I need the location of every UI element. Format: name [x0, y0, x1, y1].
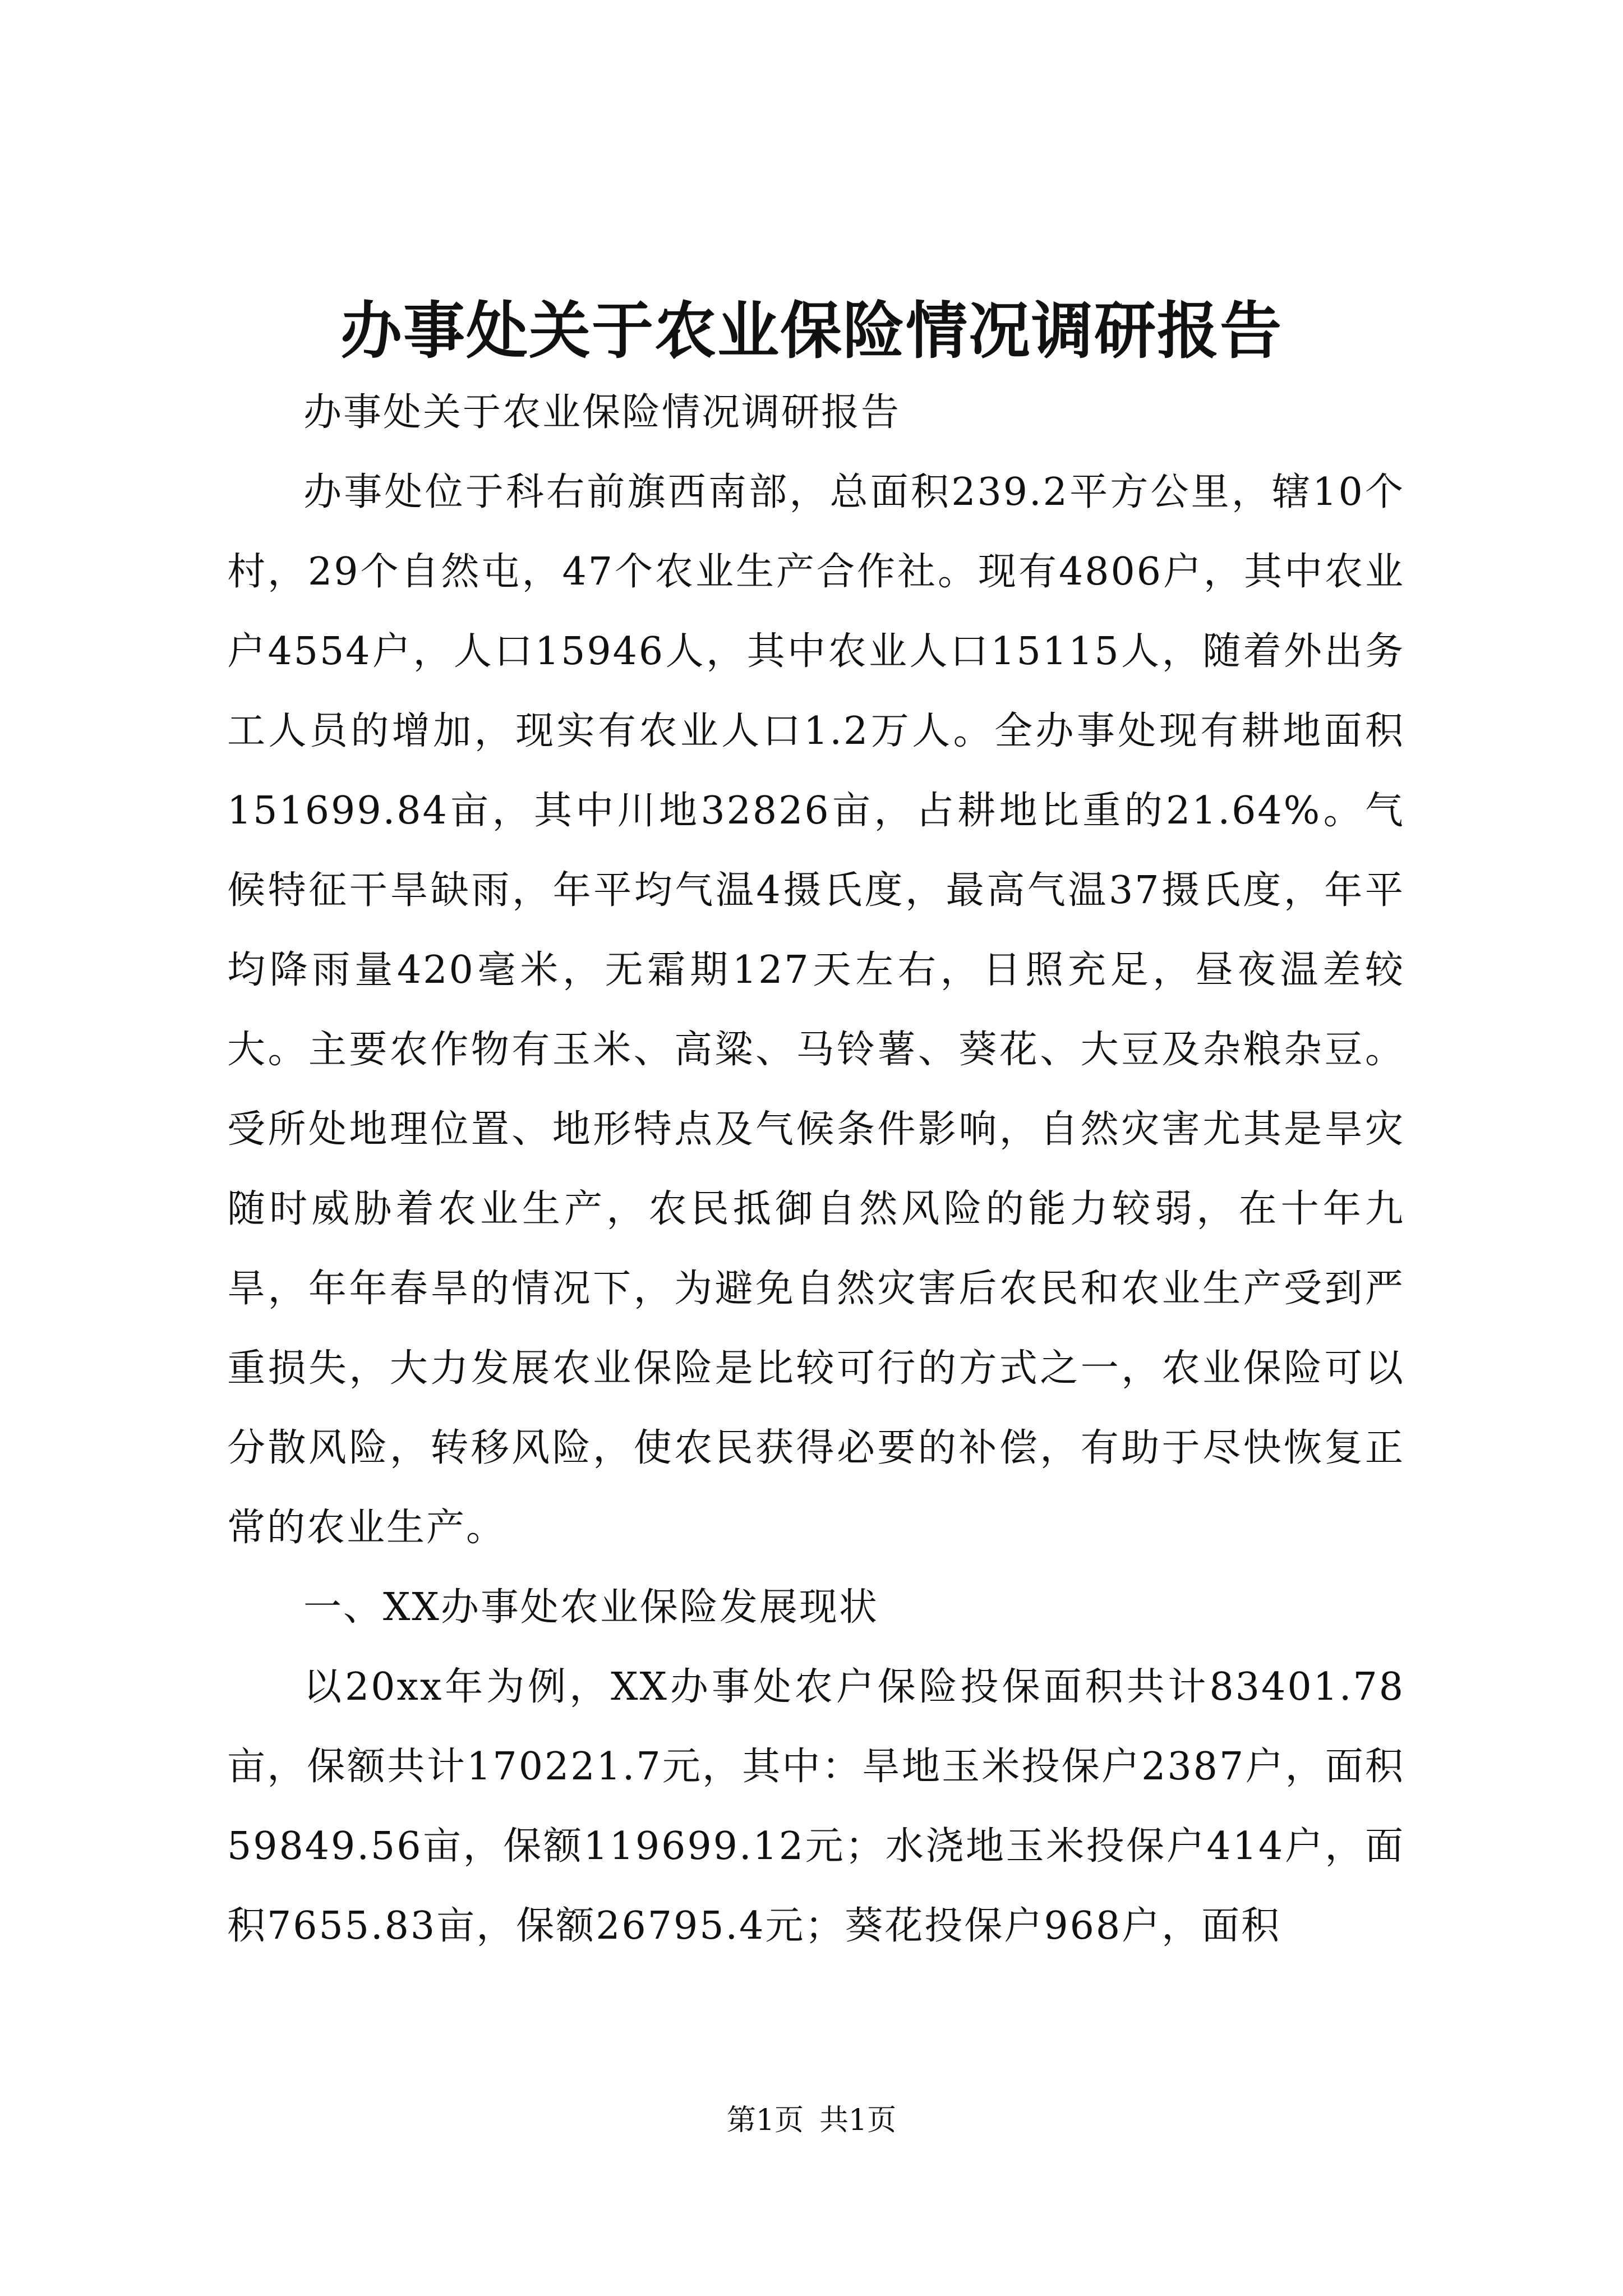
- paragraph-subtitle: 办事处关于农业保险情况调研报告: [303, 390, 901, 435]
- section-heading-status: 一、XX办事处农业保险发展现状: [303, 1585, 879, 1630]
- document-body: [227, 373, 1405, 1966]
- paragraph-insurance-data: 以20xx年为例，XX办事处农户保险投保面积共计83401.78亩，保额共计170221.7元，其中：旱地玉米投保户2387户，面积59849.56亩，保额119699.12元；水浇地玉米投保户414户，面积7655.83亩，保额26795.4元；葵花投保户968户，面积: [227, 1665, 1405, 1948]
- page-number: 第1页: [726, 2104, 804, 2137]
- page-total: 共1页: [819, 2104, 897, 2137]
- paragraph-overview: 办事处位于科右前旗西南部，总面积239.2平方公里，辖10个村，29个自然屯，47个农业生产合作社。现有4806户，其中农业户4554户，人口15946人，其中农业人口15115人，随着外出务工人员的增加，现实有农业人口1.2万人。全办事处现有耕地面积151699.84亩，其中川地32826亩，占耕地比重的21.64%。气候特征干旱缺雨，年平均气温4摄氏度，最高气温37摄氏度，年平均降雨量420毫米，无霜期127天左右，日照充足，昼夜温差较大。主要农作物有玉米、高粱、马铃薯、葵花、大豆及杂粮杂豆。受所处地理位置、地形特点及气候条件影响，自然灾害尤其是旱灾随时威胁着农业生产，农民抵御自然风险的能力较弱，在十年九旱，年年春旱的情况下，为避免自然灾害后农民和农业生产受到严重损失，大力发展农业保险是比较可行的方式之一，农业保险可以分散风险，转移风险，使农民获得必要的补偿，有助于尽快恢复正常的农业生产。: [227, 470, 1405, 1550]
- page-footer: [0, 2101, 1623, 2140]
- document-title: 办事处关于农业保险情况调研报告: [340, 295, 1283, 367]
